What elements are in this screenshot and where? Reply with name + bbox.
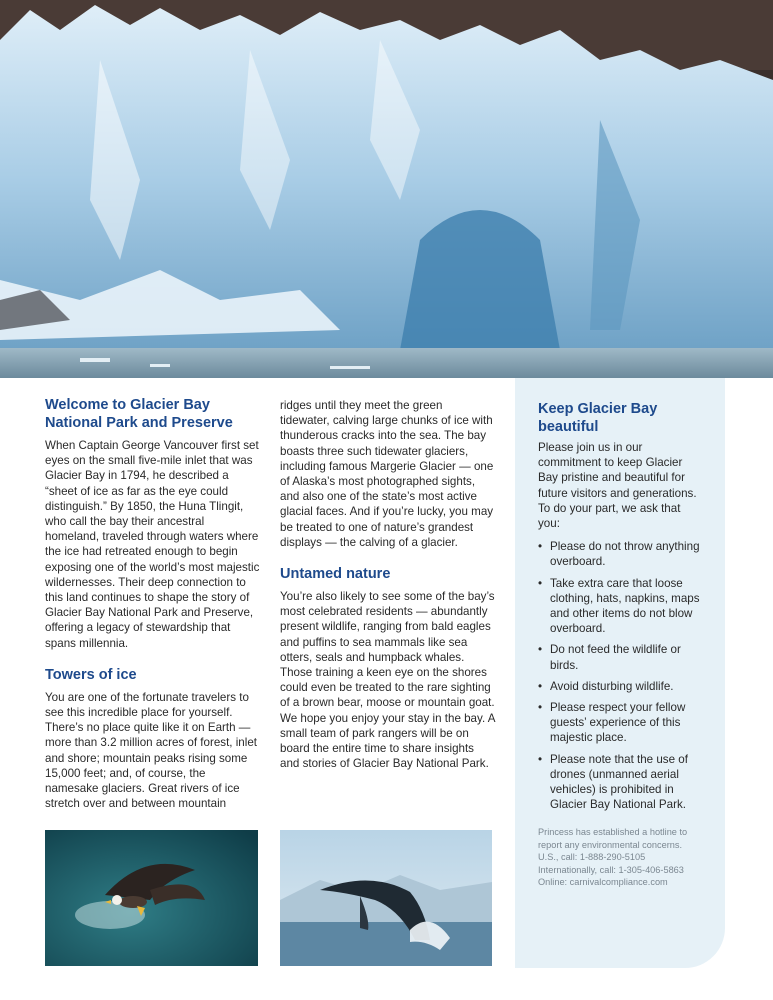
list-item (538, 700, 705, 746)
list-item-text: Do not feed the wildlife or birds. (550, 643, 681, 672)
hotline-info (538, 826, 705, 888)
welcome-heading-line2: National Park and Preserve (45, 415, 233, 431)
list-item (538, 642, 705, 672)
bullet-icon: • (538, 540, 543, 554)
list-item (538, 576, 705, 637)
column-left (45, 396, 260, 811)
eagle-photo (45, 830, 258, 966)
hotline-intro: Princess has established a hotline to report any environmental concerns. (538, 827, 688, 850)
towers-body-part2: ridges until they meet the green tidewater, calving large chunks of ice with thunderous cracks into the sea. The bay boasts three such tidewater glaciers, including famous Margerie Glacier — one of Alaska’s most photographed sights, and also one of the state’s most active glacial faces. And if you’re lucky, you may be treated to one of nature’s grandest displays — the calving of a glacier. (280, 399, 494, 549)
list-item-text: Take extra care that loose clothing, hats, napkins, maps and other items do not blow overboard. (550, 576, 700, 636)
sidebar-heading-line2: beautiful (538, 419, 599, 435)
towers-body-part1: You are one of the fortunate travelers to see this incredible place for yourself. There’s no place quite like it on Earth — more than 3.2 million acres of forest, inlet and shore; mountain peaks rising some 15,000 feet; and, of course, the namesake glaciers. Great rivers of ice stretch over and between mountain (45, 690, 258, 811)
sidebar-heading-line1: Keep Glacier Bay (538, 401, 658, 417)
sidebar-heading (538, 400, 705, 436)
bullet-icon: • (538, 679, 543, 693)
list-item-text: Please do not throw anything overboard. (550, 540, 700, 569)
sidebar-intro: Please join us in our commitment to keep Glacier Bay pristine and beautiful for future visitors and generations. To do your part, we ask that you: (538, 441, 697, 531)
list-item-text: Avoid disturbing wildlife. (550, 679, 674, 693)
bullet-icon: • (538, 701, 543, 715)
welcome-heading-line1: Welcome to Glacier Bay (45, 397, 210, 413)
humpback-whale-illustration (280, 830, 492, 966)
hotline-intl-phone: Internationally, call: 1-305-406-5863 (538, 864, 684, 875)
hero-glacier-photo (0, 0, 773, 378)
list-item-text: Please respect your fellow guests’ experience of this majestic place. (550, 701, 686, 745)
untamed-body1: You’re also likely to see some of the bay’s most celebrated residents — abundantly present wildlife, ranging from bald eagles and puffins to sea mammals like sea otters, seals and humpback whales. Those training a keen eye on the shores could even be treated to the rare sighting of a brown bear, moose or mountain goat. (280, 590, 495, 710)
bullet-icon: • (538, 752, 543, 766)
column-middle (280, 398, 495, 771)
welcome-body: When Captain George Vancouver first set eyes on the small five-mile inlet that was Glacier Bay in 1794, he described a “sheet of ice as far as the eye could distinguish.” By 1850, the Huna Tlingit, who call the bay their ancestral homeland, traveled through waters where the ice had retreated enough to begin exposing one of the world’s most majestic wildernesses. Their deep connection to this land continues to shape the story of Glacier Bay National Park and Preserve, offering a legacy of stewardship that spans millennia. (45, 439, 260, 650)
untamed-heading: Untamed nature (280, 566, 391, 583)
list-item (538, 752, 705, 813)
list-item (538, 679, 705, 694)
glacier-illustration (0, 0, 773, 378)
bullet-icon: • (538, 576, 543, 590)
list-item-text: Please note that the use of drones (unmanned aerial vehicles) is prohibited in Glacier Bay National Park. (550, 752, 688, 812)
guidelines-list (538, 539, 705, 812)
list-item (538, 539, 705, 569)
sidebar-keep-beautiful (515, 378, 725, 968)
bullet-icon: • (538, 643, 543, 657)
untamed-body2: We hope you enjoy your stay in the bay. A small team of park rangers will be on board the entire time to share insights and stories of Glacier Bay National Park. (280, 711, 495, 771)
hotline-online: Online: carnivalcompliance.com (538, 877, 668, 888)
hotline-us-phone: U.S., call: 1-888-290-5105 (538, 852, 646, 863)
whale-photo (280, 830, 492, 966)
towers-heading: Towers of ice (45, 666, 137, 683)
welcome-heading (45, 396, 260, 432)
bald-eagle-illustration (45, 830, 258, 966)
